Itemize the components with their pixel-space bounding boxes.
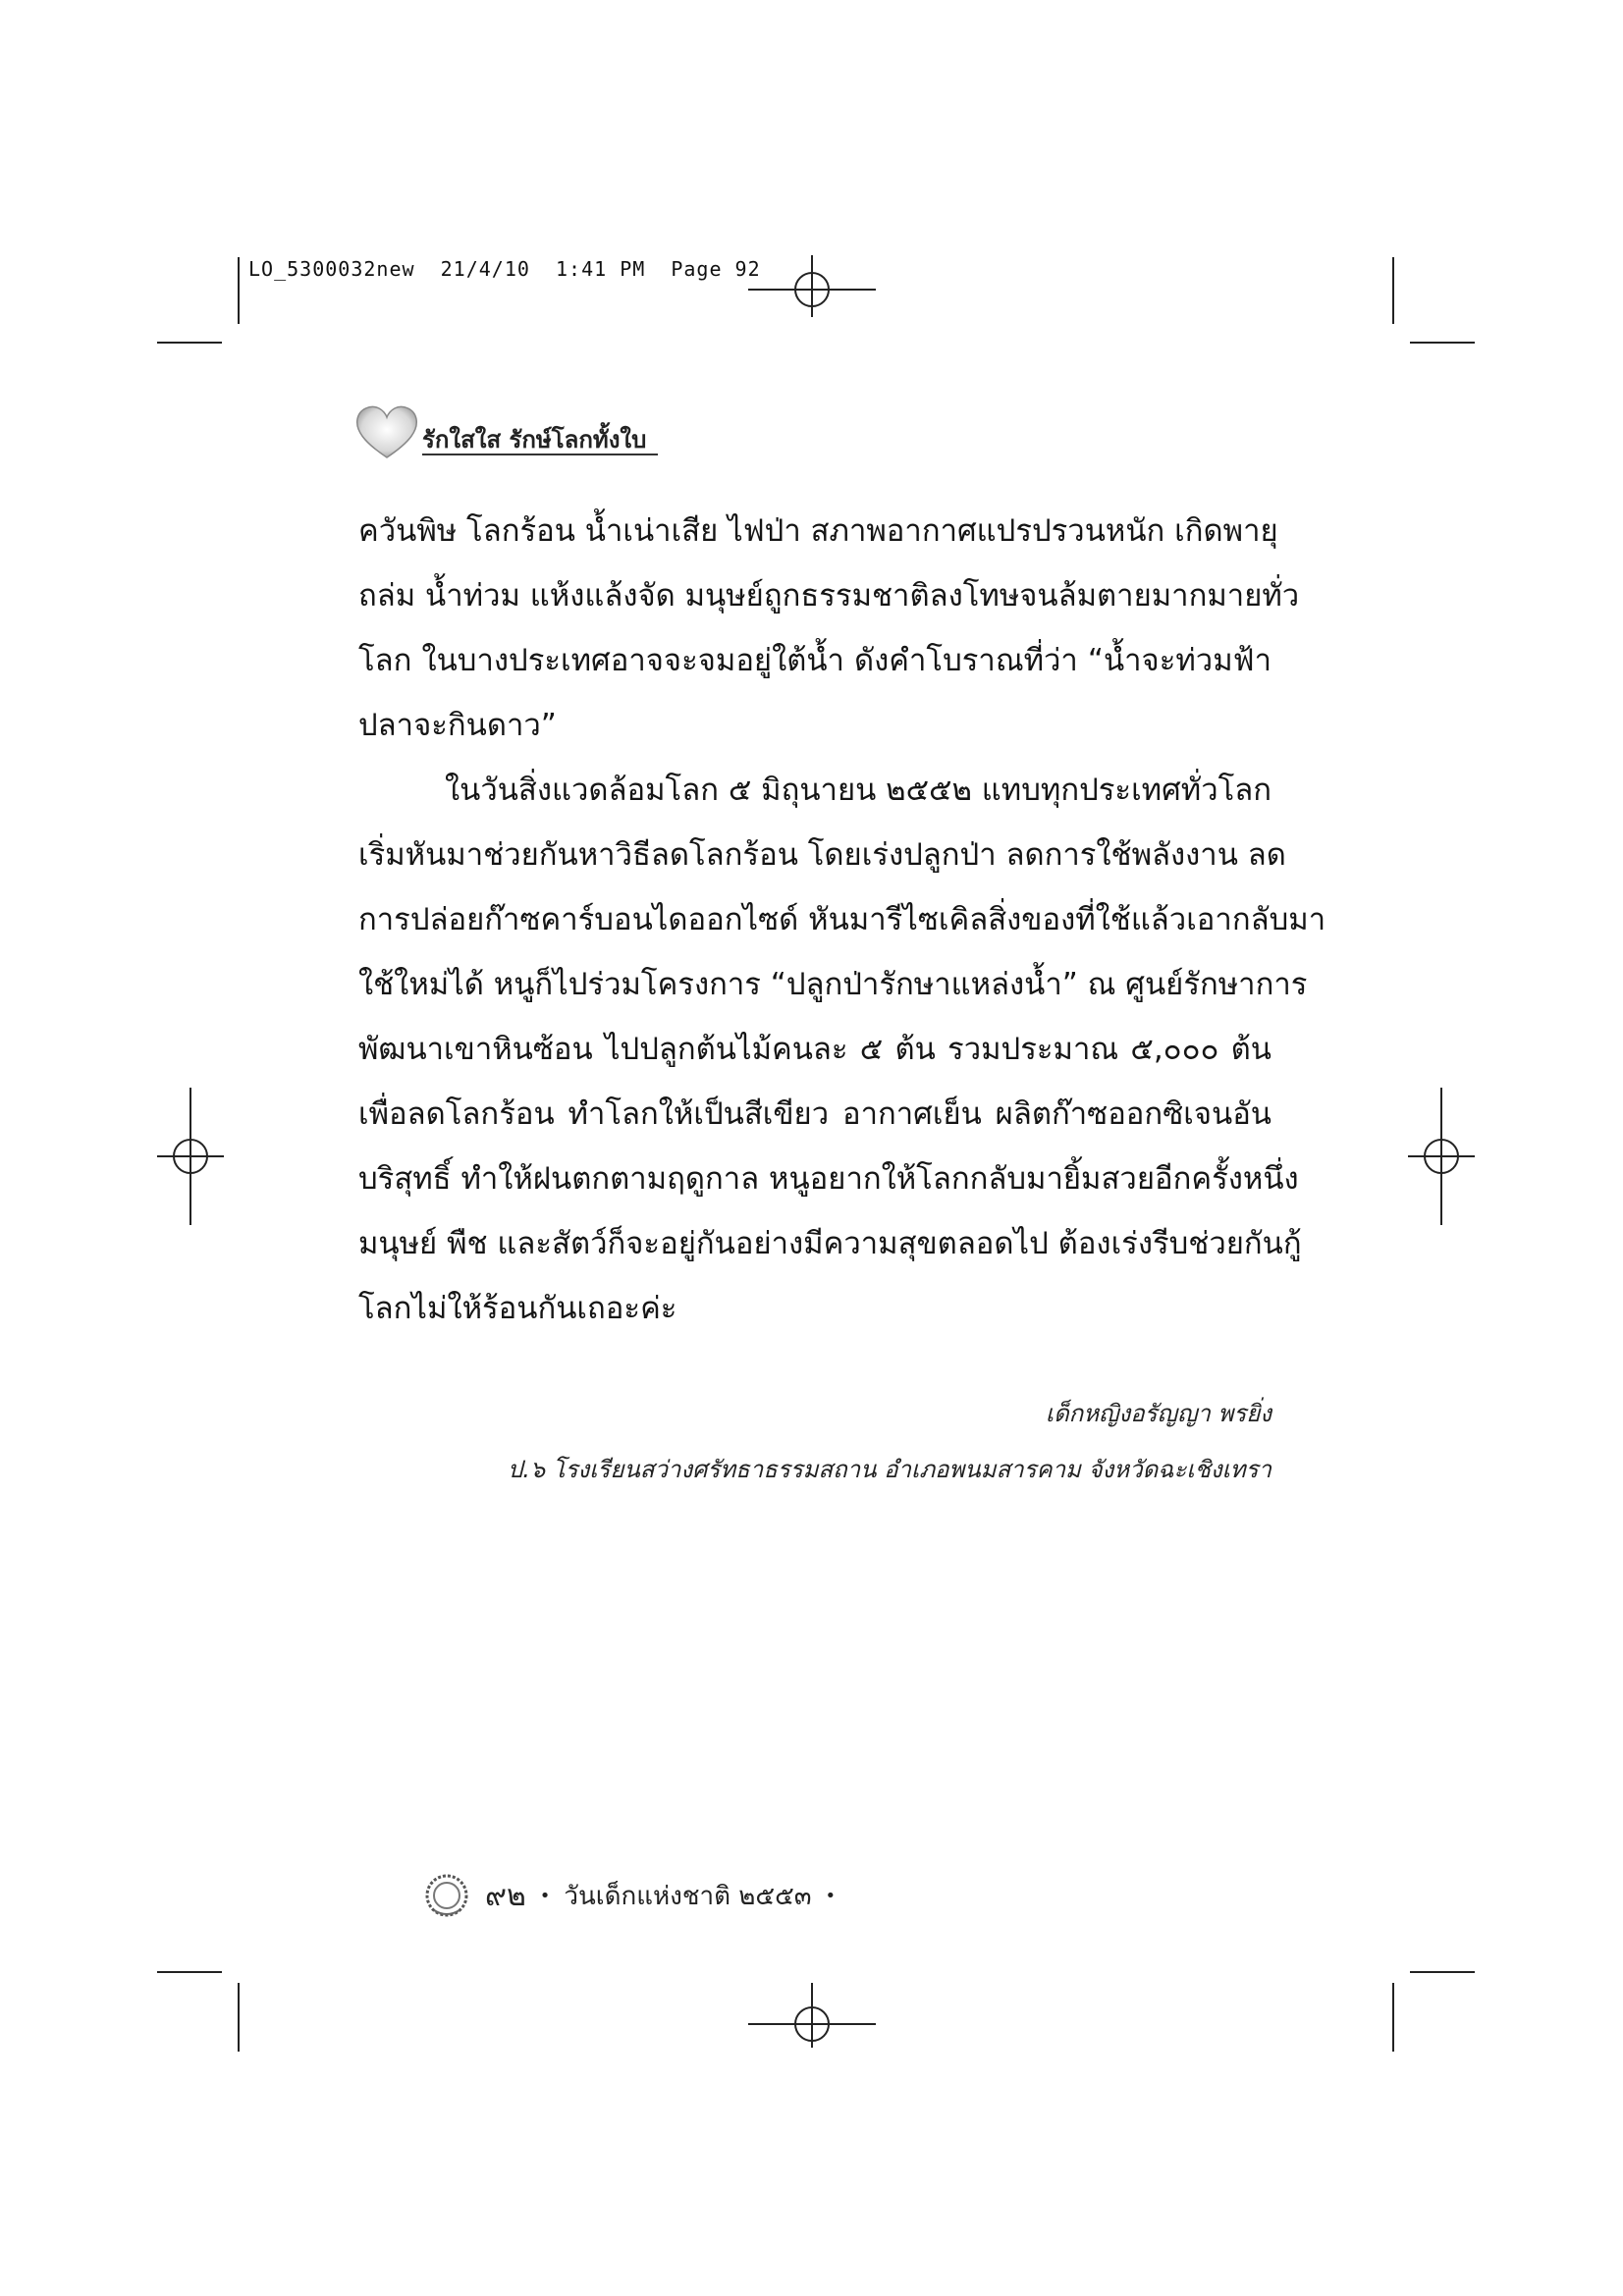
header-heart-icon [353,402,420,465]
paragraph-line: เพื่อลดโลกร้อน ทำโลกให้เป็นสีเขียว อากาศเย็น ผลิตก๊าซออกซิเจนอัน [358,1096,1271,1132]
author-affiliation: ป.๖ โรงเรียนสว่างศรัทธาธรรมสถาน อำเภอพนมสารคาม จังหวัดฉะเชิงเทรา [508,1456,1271,1483]
footer-bullet-left: • [539,1885,551,1906]
paragraph-line: ควันพิษ โลกร้อน น้ำเน่าเสีย ไฟป่า สภาพอากาศแปรปรวนหนัก เกิดพายุ [358,513,1278,549]
registration-mark-right [1406,1088,1477,1235]
header-title: รักใสใส รักษ์โลกทั้งใบ [422,425,647,454]
paragraph-line: ปลาจะกินดาว” [358,708,557,743]
page-number: ๙๒ [485,1878,526,1913]
paragraph-2 [358,758,1326,1341]
paragraph-line: พัฒนาเขาหินซ้อน ไปปลูกต้นไม้คนละ ๕ ต้น รวมประมาณ ๕,๐๐๐ ต้น [358,1032,1271,1067]
paragraph-1 [358,499,1300,758]
registration-mark-top [738,250,886,319]
heart-icon [353,402,420,461]
registration-mark-left [157,1088,228,1235]
author-name: เด็กหญิงอรัญญา พรยิ่ง [1045,1400,1271,1427]
paragraph-line: ในวันสิ่งแวดล้อมโลก ๕ มิถุนายน ๒๕๕๒ แทบทุกประเทศทั่วโลก [445,773,1272,808]
paragraph-line: ถล่ม น้ำท่วม แห้งแล้งจัด มนุษย์ถูกธรรมชาติลงโทษจนล้มตายมากมายทั่ว [358,578,1300,614]
paragraph-line: ใช้ใหม่ได้ หนูก็ไปร่วมโครงการ “ปลูกป่ารักษาแหล่งน้ำ” ณ ศูนย์รักษาการ [358,967,1308,1002]
page-footer [422,1871,836,1920]
paragraph-line: โลกไม่ให้ร้อนกันเถอะค่ะ [358,1291,677,1326]
footer-bullet-right: • [825,1885,837,1906]
print-slug-line: LO_5300032new 21/4/10 1:41 PM Page 92 [248,257,761,281]
paragraph-line: เริ่มหันมาช่วยกันหาวิธีลดโลกร้อน โดยเร่งปลูกป่า ลดการใช้พลังงาน ลด [358,837,1286,873]
paragraph-line: บริสุทธิ์ ทำให้ฝนตกตามฤดูกาล หนูอยากให้โลกกลับมายิ้มสวยอีกครั้งหนึ่ง [358,1161,1299,1197]
emblem-icon [422,1871,471,1920]
paragraph-line: มนุษย์ พืช และสัตว์ก็จะอยู่กันอย่างมีความสุขตลอดไป ต้องเร่งรีบช่วยกันกู้ [358,1226,1302,1261]
paragraph-line: โลก ในบางประเทศอาจจะจมอยู่ใต้น้ำ ดังคำโบราณที่ว่า “น้ำจะท่วมฟ้า [358,643,1271,678]
registration-mark-bottom [738,1981,886,2050]
paragraph-line: การปล่อยก๊าซคาร์บอนไดออกไซด์ หันมารีไซเคิลสิ่งของที่ใช้แล้วเอากลับมา [358,902,1326,937]
footer-text: วันเด็กแห่งชาติ ๒๕๕๓ [564,1881,812,1911]
header-underline [422,454,658,455]
